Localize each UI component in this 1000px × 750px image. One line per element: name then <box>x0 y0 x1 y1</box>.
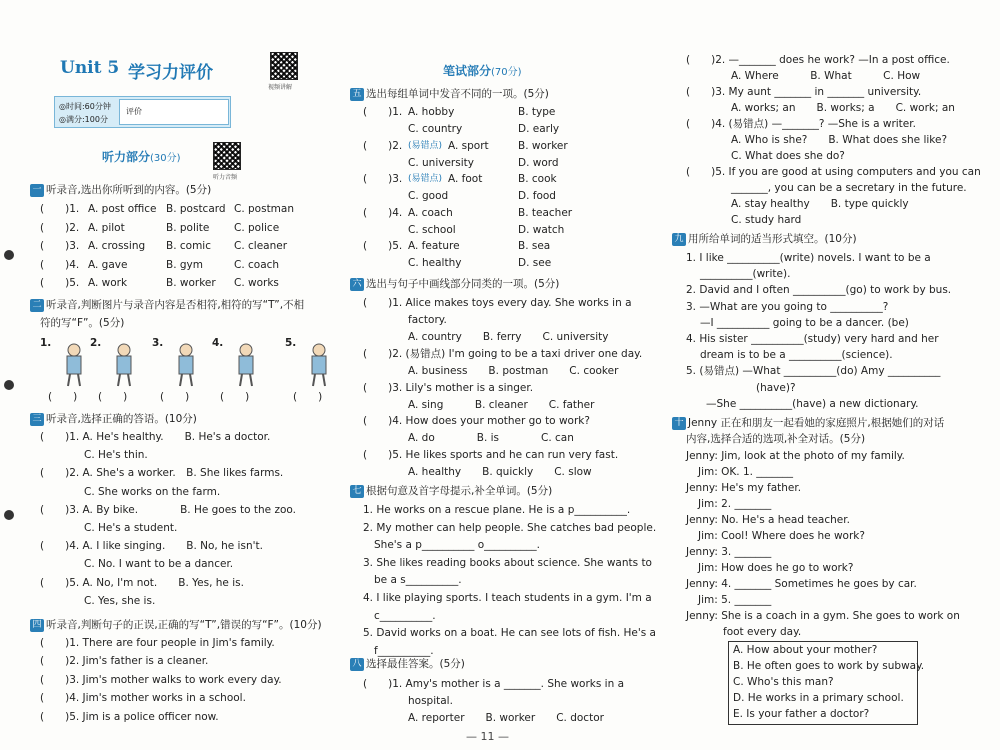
option-c: C. school <box>408 223 456 236</box>
section-3-title: 三 听录音,选择正确的答语。(10分) <box>30 412 197 427</box>
picture-illustration <box>297 340 341 388</box>
fill-row: 1. I like __________(write) novels. I want to be a <box>686 252 931 264</box>
evaluation-field[interactable] <box>119 99 229 125</box>
tag-error-prone: (易错点) <box>408 174 443 184</box>
section-10-title: 十 Jenny 正在和朋友一起看她的家庭照片,根据她们的对话 <box>672 416 944 431</box>
fill-row: 2. David and I often __________(go) to work by bus. <box>686 284 952 297</box>
question-row: A. country B. ferry C. university <box>408 331 609 343</box>
question-row: A. Who is she? B. What does she like? <box>731 134 948 146</box>
section-4-title: 四 听录音,判断句子的正误,正确的写“T”,错误的写“F”。(10分) <box>30 618 322 633</box>
section-2-title-cont: 符的写“F”。(5分) <box>40 317 125 329</box>
writing-title: 笔试部分(70分) <box>443 64 522 78</box>
question-row: factory. <box>408 314 447 326</box>
dialogue-line: Jim: 5. _______ <box>698 594 772 606</box>
fill-row: __________(write). <box>700 268 791 281</box>
section-1-title: 一 听录音,选出你所听到的内容。(5分) <box>30 183 211 198</box>
option-d: D. see <box>518 257 552 269</box>
answer-row[interactable]: ( )2. A. She's a worker. B. She likes farms. <box>40 467 284 480</box>
info-box <box>54 96 231 128</box>
score-label: ◎满分:100分 <box>59 115 108 124</box>
option-b: B. polite <box>166 221 210 234</box>
fill-row: 4. I like playing sports. I teach students in a gym. I'm a <box>363 592 652 604</box>
fill-row: 3. She likes reading books about science. She wants to <box>363 556 652 569</box>
question-number[interactable]: ( )3. <box>363 173 403 185</box>
question-number[interactable]: ( )5. <box>40 277 80 289</box>
picture-number: 5. <box>285 337 297 349</box>
option-b: B. worker <box>166 277 216 289</box>
option-b: B. gym <box>166 258 203 271</box>
question-number[interactable]: ( )4. <box>40 258 80 271</box>
answer-paren[interactable]: ( ) <box>220 391 250 403</box>
option-c: C. good <box>408 190 449 202</box>
option-c: C. postman <box>234 203 295 215</box>
answer-row: C. No. I want to be a dancer. <box>84 558 234 571</box>
binding-hole <box>4 510 14 520</box>
option-a: A. post office <box>88 203 157 215</box>
dialogue-line: foot every day. <box>723 626 802 638</box>
question-row[interactable]: ( )4. (易错点) —_______? —She is a writer. <box>686 118 916 130</box>
picture-number: 1. <box>40 337 52 349</box>
option-b: B. postcard <box>166 203 226 215</box>
picture-number: 2. <box>90 337 102 349</box>
question-row[interactable]: ( )5. He likes sports and he can run very fast. <box>363 449 619 461</box>
option-a: A. gave <box>88 258 128 271</box>
option-b: B. teacher <box>518 206 573 219</box>
option-item: E. Is your father a doctor? <box>733 708 870 720</box>
option-a: A. work <box>88 277 128 289</box>
option-a: A. crossing <box>88 240 146 252</box>
qr-code-icon <box>213 142 241 170</box>
question-row[interactable]: ( )1. Amy's mother is a _______. She works in a <box>363 678 625 690</box>
option-item: B. He often goes to work by subway. <box>733 660 925 672</box>
option-c: C. police <box>234 221 280 234</box>
option-d: D. word <box>518 156 559 169</box>
evaluation-label: 评价 <box>126 107 142 116</box>
picture-illustration <box>164 340 208 388</box>
fill-row: —She __________(have) a new dictionary. <box>706 397 919 410</box>
option-c: C. coach <box>234 258 280 271</box>
option-c: C. cleaner <box>234 240 288 252</box>
answer-row: C. He's a student. <box>84 522 178 534</box>
fill-row: 5. David works on a boat. He can see lots of fish. He's a <box>363 627 656 640</box>
option-c: C. university <box>408 156 474 169</box>
qr-caption: 视频讲解 <box>268 84 293 91</box>
question-row[interactable]: ( )2. —_______ does he work? —In a post office. <box>686 54 950 66</box>
binding-hole <box>4 380 14 390</box>
statement-row[interactable]: ( )4. Jim's mother works in a school. <box>40 692 246 705</box>
option-item: C. Who's this man? <box>733 676 834 688</box>
question-row: A. sing B. cleaner C. father <box>408 399 595 411</box>
fill-row: 2. My mother can help people. She catches bad people. <box>363 521 657 534</box>
question-row: A. works; an B. works; a C. work; an <box>731 102 955 114</box>
question-number[interactable]: ( )5. <box>363 240 403 252</box>
question-row: C. What does she do? <box>731 150 845 162</box>
answer-paren[interactable]: ( ) <box>98 391 128 403</box>
question-number[interactable]: ( )1. <box>363 106 403 118</box>
question-number[interactable]: ( )1. <box>40 203 80 215</box>
option-item: D. He works in a primary school. <box>733 692 904 704</box>
dialogue-line: Jenny: She is a coach in a gym. She goes to work on <box>686 610 960 622</box>
option-a: A. feature <box>408 240 460 252</box>
option-a: A. coach <box>408 206 453 219</box>
dialogue-line: Jenny: No. He's a head teacher. <box>686 514 850 526</box>
dialogue-line: Jenny: 3. _______ <box>686 546 772 558</box>
option-b: B. comic <box>166 240 211 252</box>
dialogue-line: Jenny: He's my father. <box>686 482 802 494</box>
section-8-title: 八 选择最佳答案。(5分) <box>350 657 465 672</box>
unit-title: Unit 5 <box>60 58 120 78</box>
fill-row: dream is to be a __________(science). <box>700 349 893 362</box>
qr-code-icon <box>270 52 298 80</box>
fill-row: 1. He works on a rescue plane. He is a p__________. <box>363 504 631 516</box>
option-item: A. How about your mother? <box>733 644 878 656</box>
statement-row[interactable]: ( )3. Jim's mother walks to work every day. <box>40 673 282 686</box>
qr-caption: 听力音频 <box>213 174 238 181</box>
option-c: C. country <box>408 123 463 135</box>
answer-row[interactable]: ( )3. A. By bike. B. He goes to the zoo. <box>40 503 296 516</box>
answer-row[interactable]: ( )4. A. I like singing. B. No, he isn't. <box>40 540 263 553</box>
answer-row[interactable]: ( )1. A. He's healthy. B. He's a doctor. <box>40 431 271 443</box>
options-box <box>728 641 925 725</box>
option-a: A. hobby <box>408 106 455 118</box>
option-b: B. type <box>518 106 556 118</box>
question-row[interactable]: ( )2. (易错点) I'm going to be a taxi driver one day. <box>363 348 643 360</box>
section-5-title: 五 选出每组单词中发音不同的一项。(5分) <box>350 87 549 102</box>
answer-paren[interactable]: ( ) <box>293 391 323 403</box>
question-row: A. Where B. What C. How <box>731 70 921 82</box>
listening-title: 听力部分(30分) <box>102 150 181 164</box>
section-6-title: 六 选出与句子中画线部分同类的一项。(5分) <box>350 277 559 292</box>
time-label: ◎时间:60分钟 <box>59 102 111 111</box>
statement-row[interactable]: ( )2. Jim's father is a cleaner. <box>40 655 209 668</box>
answer-row[interactable]: ( )5. A. No, I'm not. B. Yes, he is. <box>40 576 244 589</box>
option-a: A. sport <box>448 139 489 152</box>
question-row[interactable]: ( )3. Lily's mother is a singer. <box>363 382 534 394</box>
option-b: B. sea <box>518 240 551 252</box>
fill-row: c__________. <box>374 609 436 622</box>
question-row: A. healthy B. quickly C. slow <box>408 466 592 478</box>
picture-number: 4. <box>212 337 224 349</box>
question-row[interactable]: ( )5. If you are good at using computers and you can <box>686 166 981 178</box>
picture-illustration <box>224 340 268 388</box>
fill-row: f__________. <box>374 644 434 657</box>
option-d: D. watch <box>518 223 565 236</box>
question-number[interactable]: ( )4. <box>363 206 403 219</box>
option-b: B. cook <box>518 173 557 185</box>
section-9-title: 九 用所给单词的适当形式填空。(10分) <box>672 232 857 247</box>
fill-row: (have)? <box>756 381 796 394</box>
question-row: A. reporter B. worker C. doctor <box>408 712 604 724</box>
question-number[interactable]: ( )2. <box>363 139 403 152</box>
dialogue-line: Jim: How does he go to work? <box>698 562 854 574</box>
question-row: A. stay healthy B. type quickly <box>731 198 909 210</box>
question-row[interactable]: ( )3. My aunt _______ in _______ university. <box>686 86 922 98</box>
fill-row: She's a p__________ o__________. <box>374 539 541 552</box>
tag-error-prone: (易错点) <box>408 140 443 151</box>
page-number: — 11 — <box>466 730 509 743</box>
option-d: D. food <box>518 190 556 202</box>
option-a: A. pilot <box>88 221 125 234</box>
fill-row: 3. —What are you going to __________? <box>686 300 889 313</box>
section-10-title-cont: 内容,选择合适的选项,补全对话。(5分) <box>686 433 866 445</box>
dialogue-line: Jim: 2. _______ <box>698 498 772 510</box>
answer-paren[interactable]: ( ) <box>160 391 190 403</box>
option-c: C. works <box>234 277 279 289</box>
option-d: D. early <box>518 123 560 135</box>
answer-row: C. She works on the farm. <box>84 485 221 498</box>
question-row: C. study hard <box>731 214 802 226</box>
answer-row: C. Yes, she is. <box>84 594 156 607</box>
fill-row: 5. (易错点) —What __________(do) Amy __________ <box>686 365 941 378</box>
dialogue-line: Jim: Cool! Where does he work? <box>698 530 865 542</box>
question-number[interactable]: ( )3. <box>40 240 80 252</box>
fill-row: be a s__________. <box>374 574 462 587</box>
dialogue-line: Jenny: Jim, look at the photo of my family. <box>686 450 905 462</box>
section-2-title: 二 听录音,判断图片与录音内容是否相符,相符的写“T”,不相 <box>30 298 304 313</box>
option-c: C. healthy <box>408 257 462 269</box>
question-row[interactable]: ( )4. How does your mother go to work? <box>363 415 590 427</box>
dialogue-line: Jim: OK. 1. _______ <box>698 466 794 478</box>
option-a: A. foot <box>448 173 483 185</box>
question-row: hospital. <box>408 695 453 707</box>
dialogue-line: Jenny: 4. _______ Sometimes he goes by car. <box>686 578 917 590</box>
binding-hole <box>4 250 14 260</box>
answer-row: C. He's thin. <box>84 449 148 462</box>
section-7-title: 七 根据句意及首字母提示,补全单词。(5分) <box>350 484 552 499</box>
statement-row[interactable]: ( )1. There are four people in Jim's family. <box>40 637 275 649</box>
picture-illustration <box>102 340 146 388</box>
statement-row[interactable]: ( )5. Jim is a police officer now. <box>40 710 219 723</box>
fill-row: —I __________ going to be a dancer. (be) <box>700 316 909 329</box>
option-b: B. worker <box>518 139 568 152</box>
fill-row: 4. His sister __________(study) very hard and her <box>686 333 939 345</box>
question-row: A. do B. is C. can <box>408 432 574 444</box>
question-row: _______, you can be a secretary in the future. <box>731 182 967 194</box>
binding-gutter <box>4 150 14 710</box>
question-number[interactable]: ( )2. <box>40 221 80 234</box>
answer-paren[interactable]: ( ) <box>48 391 78 403</box>
picture-number: 3. <box>152 337 164 349</box>
question-row[interactable]: ( )1. Alice makes toys every day. She works in a <box>363 297 632 309</box>
page-title: 学习力评价 <box>128 63 213 83</box>
question-row: A. business B. postman C. cooker <box>408 365 619 377</box>
